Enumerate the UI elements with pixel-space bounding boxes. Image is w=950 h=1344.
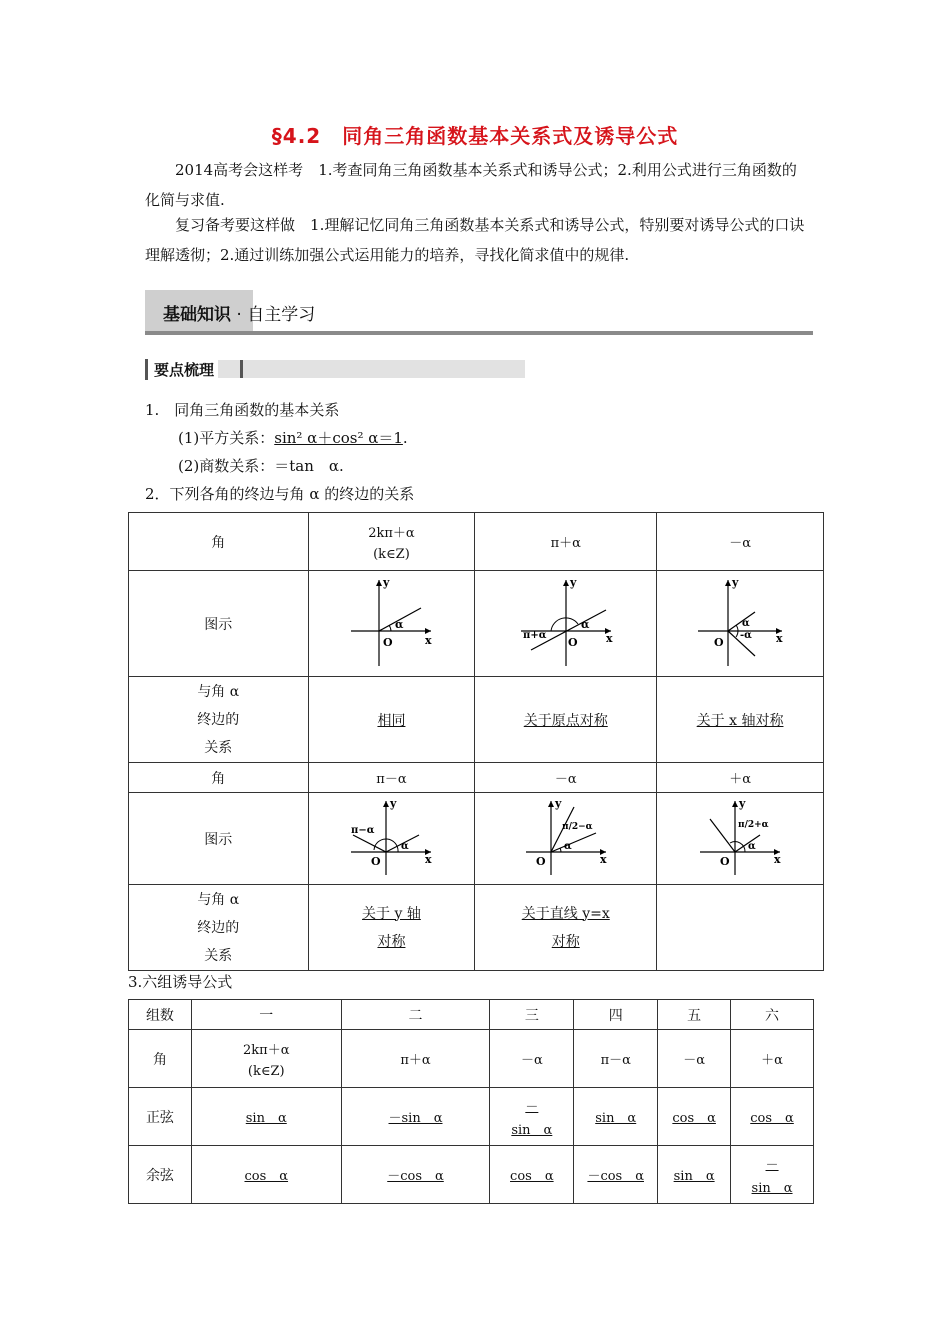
cell-figure-3 bbox=[657, 571, 824, 677]
label-half-pi-minus: π/2−α bbox=[561, 821, 593, 832]
subsection-title: 要点梳理 bbox=[145, 359, 218, 380]
rel-b-label-3: 关系 bbox=[204, 947, 233, 964]
cosine-col-6-top: － bbox=[765, 1157, 779, 1173]
hdr-5: 五 bbox=[658, 1000, 731, 1030]
rel-label-3: 关系 bbox=[204, 739, 233, 756]
review-paragraph bbox=[145, 210, 810, 270]
label-y: y bbox=[732, 575, 739, 589]
sine-row-label: 正弦 bbox=[129, 1088, 192, 1146]
exam-paragraph bbox=[145, 155, 810, 215]
subsection-divider bbox=[240, 360, 243, 378]
label-x: x bbox=[425, 633, 433, 647]
label-x: x bbox=[605, 631, 613, 645]
label-x: x bbox=[774, 852, 781, 866]
cell-relation-b1 bbox=[308, 885, 475, 971]
label-alpha: α bbox=[742, 617, 750, 629]
induction-formula-table bbox=[128, 999, 814, 1204]
table1-row-angle-b bbox=[129, 763, 824, 793]
label-half-pi-plus: π/2+α bbox=[738, 819, 769, 830]
label-neg-alpha: -α bbox=[740, 629, 752, 641]
cell-angle-3: －α bbox=[657, 513, 824, 571]
cell-relation-b-label bbox=[129, 885, 309, 971]
label-x: x bbox=[425, 852, 433, 866]
angle-col-1-line1: 2kπ＋α bbox=[243, 1042, 290, 1058]
section-title bbox=[163, 300, 315, 325]
exam-label: 2014高考会这样考 bbox=[175, 161, 304, 179]
label-pi-minus-alpha: π−α bbox=[351, 824, 375, 836]
table1-row-relation bbox=[129, 677, 824, 763]
table1-row-figure-b bbox=[129, 793, 824, 885]
section-title-bold: 基础知识 bbox=[163, 305, 231, 325]
table2-cosine-row bbox=[129, 1146, 814, 1204]
sine-col-6: cos α bbox=[731, 1088, 814, 1146]
page-title: §4.2 同角三角函数基本关系式及诱导公式 bbox=[271, 124, 679, 148]
section-underline bbox=[145, 331, 813, 335]
quotient-label: (2)商数关系： bbox=[178, 457, 275, 475]
label-o: O bbox=[567, 635, 578, 649]
square-label: (1)平方关系： bbox=[178, 429, 275, 447]
table2-sine-row bbox=[129, 1088, 814, 1146]
label-o: O bbox=[720, 854, 730, 868]
section-dot: · bbox=[236, 305, 242, 325]
cell-angle-label: 角 bbox=[129, 513, 309, 571]
relation-b2-line1: 关于直线 y=x bbox=[521, 905, 610, 922]
label-o: O bbox=[535, 854, 546, 868]
cell-figure-1 bbox=[308, 571, 475, 677]
cell-angle-b1: π－α bbox=[308, 763, 475, 793]
sine-col-2: －sin α bbox=[341, 1088, 490, 1146]
table1-row-angle bbox=[129, 513, 824, 571]
section-header bbox=[145, 290, 813, 336]
review-label: 复习备考要这样做 bbox=[175, 216, 296, 234]
label-alpha: α bbox=[580, 617, 590, 631]
hdr-3: 三 bbox=[490, 1000, 574, 1030]
figure-line-symmetric bbox=[516, 797, 616, 877]
angle-col-1 bbox=[191, 1030, 341, 1088]
cell-relation-3: 关于 x 轴对称 bbox=[657, 677, 824, 763]
relation-b2-line2: 对称 bbox=[551, 933, 580, 950]
figure-plus-half-pi bbox=[690, 797, 790, 877]
label-pi-plus-alpha: π+α bbox=[522, 629, 547, 641]
cosine-col-6 bbox=[731, 1146, 814, 1204]
rel-label-1: 与角 α bbox=[197, 683, 240, 700]
sine-col-3-bottom: sin α bbox=[511, 1122, 553, 1138]
cell-figure-b1 bbox=[308, 793, 475, 885]
label-y: y bbox=[390, 796, 397, 810]
angle-col-4: π－α bbox=[574, 1030, 658, 1088]
angle-col-6: ＋α bbox=[731, 1030, 814, 1088]
cosine-row-label: 余弦 bbox=[129, 1146, 192, 1204]
square-relation bbox=[178, 428, 408, 448]
cosine-col-4: －cos α bbox=[574, 1146, 658, 1204]
rel-b-label-2: 终边的 bbox=[197, 919, 240, 936]
hdr-2: 二 bbox=[341, 1000, 490, 1030]
hdr-1: 一 bbox=[191, 1000, 341, 1030]
cell-angle-b-label: 角 bbox=[129, 763, 309, 793]
label-x: x bbox=[776, 631, 783, 645]
label-alpha: α bbox=[401, 840, 410, 852]
cell-figure-b2 bbox=[475, 793, 657, 885]
sine-col-3 bbox=[490, 1088, 574, 1146]
cell-angle-2: π＋α bbox=[475, 513, 657, 571]
figure-same-terminal bbox=[341, 576, 441, 668]
hdr-4: 四 bbox=[574, 1000, 658, 1030]
rel-b-label-1: 与角 α bbox=[197, 891, 240, 908]
cell-relation-2: 关于原点对称 bbox=[475, 677, 657, 763]
quotient-formula: ＝tan α. bbox=[274, 457, 344, 475]
cosine-col-1: cos α bbox=[191, 1146, 341, 1204]
item2-heading: 2．下列各角的终边与角 α 的终边的关系 bbox=[145, 485, 415, 503]
angle-col-3: －α bbox=[490, 1030, 574, 1088]
angle-col-2: π＋α bbox=[341, 1030, 490, 1088]
cell-relation-b2 bbox=[475, 885, 657, 971]
exam-text: 1.考查同角三角函数基本关系式和诱导公式；2.利用公式进行三角函数的化简与求值. bbox=[145, 161, 797, 209]
figure-origin-symmetric bbox=[511, 576, 621, 668]
cell-figure-label: 图示 bbox=[129, 571, 309, 677]
item3-heading: 3.六组诱导公式 bbox=[128, 973, 233, 991]
label-o: O bbox=[383, 635, 394, 649]
label-y: y bbox=[569, 575, 577, 589]
table1-row-relation-b bbox=[129, 885, 824, 971]
sine-col-4: sin α bbox=[574, 1088, 658, 1146]
rel-label-2: 终边的 bbox=[197, 711, 240, 728]
label-alpha: α bbox=[748, 840, 756, 852]
cell-figure-b-label: 图示 bbox=[129, 793, 309, 885]
label-x: x bbox=[599, 852, 607, 866]
relation-b1-line2: 对称 bbox=[377, 933, 406, 950]
cosine-col-3: cos α bbox=[490, 1146, 574, 1204]
quotient-relation bbox=[178, 456, 344, 476]
terminal-side-table bbox=[128, 512, 824, 971]
angle-col-5: －α bbox=[658, 1030, 731, 1088]
hdr-0: 组数 bbox=[129, 1000, 192, 1030]
hdr-6: 六 bbox=[731, 1000, 814, 1030]
figure-x-axis-symmetric bbox=[690, 576, 790, 668]
angle-row-label: 角 bbox=[129, 1030, 192, 1088]
cell-relation-b3 bbox=[657, 885, 824, 971]
cell-figure-2 bbox=[475, 571, 657, 677]
angle-col-1-line2: (k∈Z) bbox=[247, 1063, 285, 1079]
cell-relation-label bbox=[129, 677, 309, 763]
cell-angle-b2: －α bbox=[475, 763, 657, 793]
figure-y-axis-symmetric bbox=[341, 797, 441, 877]
cosine-col-2: －cos α bbox=[341, 1146, 490, 1204]
label-alpha: α bbox=[395, 617, 404, 631]
table2-header-row bbox=[129, 1000, 814, 1030]
cosine-col-6-bottom: sin α bbox=[751, 1180, 793, 1196]
angle-1-line2: (k∈Z) bbox=[373, 546, 410, 562]
sine-col-3-top: － bbox=[525, 1099, 539, 1115]
cell-angle-b3: ＋α bbox=[657, 763, 824, 793]
cell-angle-1 bbox=[308, 513, 475, 571]
table2-angle-row bbox=[129, 1030, 814, 1088]
sine-col-5: cos α bbox=[658, 1088, 731, 1146]
label-alpha: α bbox=[563, 840, 572, 852]
sine-col-1: sin α bbox=[191, 1088, 341, 1146]
subsection-header bbox=[145, 360, 525, 378]
review-text: 1.理解记忆同角三角函数基本关系式和诱导公式，特别要对诱导公式的口诀理解透彻；2.通过训练加强公式运用能力的培养，寻找化简求值中的规律. bbox=[145, 216, 805, 264]
label-y: y bbox=[739, 796, 746, 810]
cosine-col-5: sin α bbox=[658, 1146, 731, 1204]
square-formula: sin² α＋cos² α＝1 bbox=[274, 429, 403, 447]
label-y: y bbox=[383, 575, 390, 589]
angle-1-line1: 2kπ＋α bbox=[368, 525, 415, 541]
cell-figure-b3 bbox=[657, 793, 824, 885]
section-title-normal: 自主学习 bbox=[247, 305, 316, 325]
relation-b1-line1: 关于 y 轴 bbox=[362, 905, 421, 922]
label-y: y bbox=[554, 796, 562, 810]
item1-heading: 1. 同角三角函数的基本关系 bbox=[145, 401, 340, 419]
table1-row-figure bbox=[129, 571, 824, 677]
square-end: . bbox=[402, 429, 408, 447]
cell-relation-1: 相同 bbox=[308, 677, 475, 763]
label-o: O bbox=[371, 854, 382, 868]
label-o: O bbox=[714, 635, 724, 649]
